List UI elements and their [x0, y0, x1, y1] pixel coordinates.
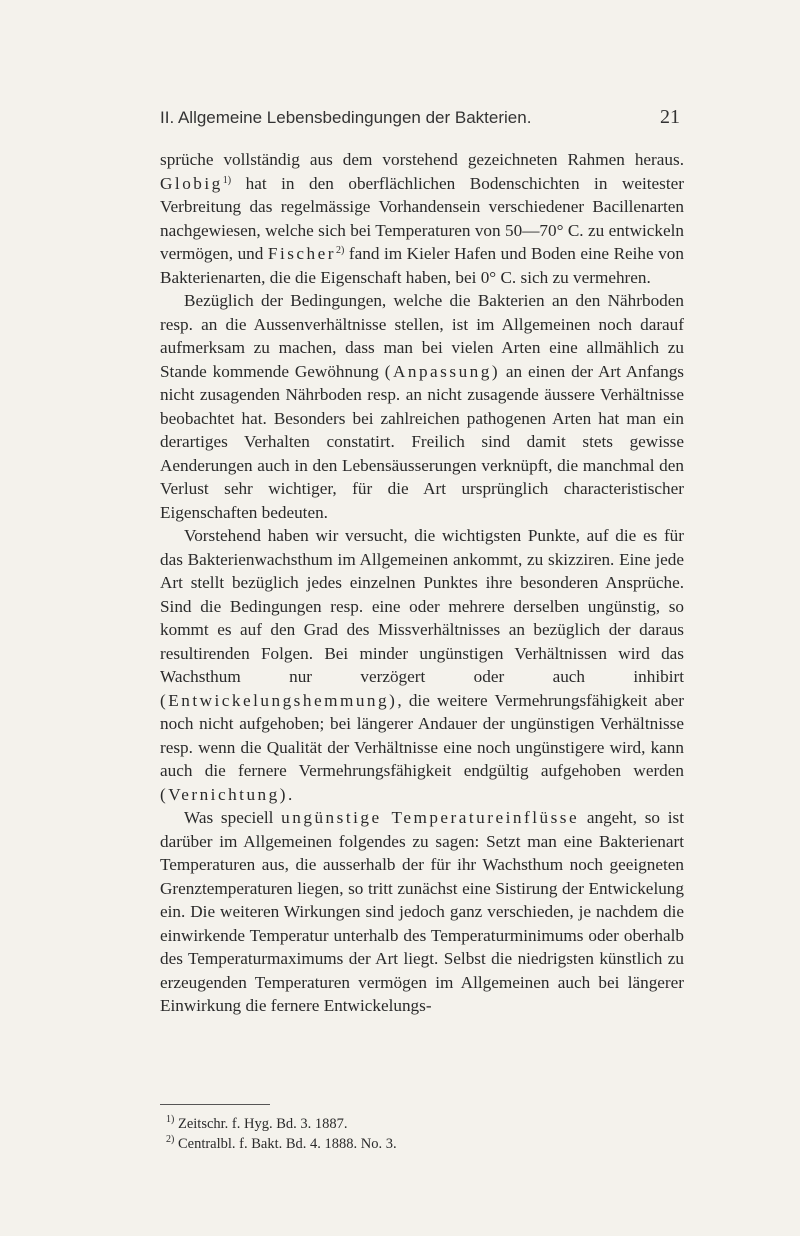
header-title: II. Allgemeine Lebensbedingungen der Bakterien. — [160, 108, 532, 127]
footnote: $^{2)}$ Centralbl. f. Bakt. Bd. 4. 1888. No. 3. — [166, 1134, 397, 1152]
paragraph-2: Bezüglich der Bedingungen, welche die Bakterien an den Nährboden resp. an die Aussenverhältnisse stellen, ist im Allgemeinen noch darauf aufmerksam zu machen, dass man bei vielen Arten eine allmählich zu Stande kommende Gewöhnung (Anpassung) an einen der Art Anfangs nicht zusagenden Nährboden resp. an nicht zusagende äussere Verhältnisse beobachtet hat. Besonders bei zahlreichen pathogenen Arten hat man ein derartiges Verhalten constatirt. Freilich sind damit stets gewisse Aenderungen auch in den Lebensäusserungen verknüpft, die manchmal den Verlust sehr wichtiger, für die Art ursprünglich characteristischer Eigenschaften bedeuten. — [160, 291, 684, 522]
page-number: 21 — [660, 106, 680, 128]
paragraph-4: Was speciell ungünstige Temperatureinflüsse angeht, so ist darüber im Allgemeinen folgendes zu sagen: Setzt man eine Bakterienart Temperaturen aus, die ausserhalb der für ihr Wachsthum noch geeigneten Grenztemperaturen liegen, so tritt zunächst eine Sistirung der Entwickelung ein. Die weiteren Wirkungen sind jedoch ganz verschieden, je nachdem die einwirkende Temperatur unterhalb des Temperaturminimums oder oberhalb des Temperaturmaximums der Art liegt. Selbst die niedrigsten künstlich zu erzeugenden Temperaturen vermögen im Allgemeinen auch bei längerer Einwirkung die fernere Entwickelungs- — [160, 808, 684, 1015]
footnote-ref: 1) — [222, 174, 232, 186]
emphasis-term: (Anpassung) — [384, 361, 501, 381]
footnote: $^{1)}$ Zeitschr. f. Hyg. Bd. 3. 1887. — [166, 1114, 348, 1132]
author-name: Globig — [160, 173, 223, 193]
emphasis-term: (Entwickelungshemmung) — [160, 690, 398, 710]
main-text — [160, 148, 684, 1018]
footnote-ref: 2) — [336, 245, 345, 256]
footnote-divider — [160, 1104, 270, 1105]
running-header — [160, 108, 680, 132]
emphasis-term: (Vernichtung) — [160, 784, 288, 804]
author-name: Fischer — [267, 244, 336, 263]
paragraph-1: sprüche vollständig aus dem vorstehend gezeichneten Rahmen heraus. Globig$^{1)}$ hat in den oberflächlichen Bodenschichten in weitester Verbreitung das regelmässige Vorhandensein verschiedener Bacillenarten nachgewiesen, welche sich bei Temperaturen von 50—70° C. zu entwickeln vermögen, und Fischer$^{2)}$ fand im Kieler Hafen und Boden eine Reihe von Bakterienarten, die die Eigenschaft haben, bei 0° C. sich zu vermehren. — [160, 150, 684, 287]
footnotes — [160, 1114, 680, 1154]
paragraph-3: Vorstehend haben wir versucht, die wichtigsten Punkte, auf die es für das Bakterienwachsthum im Allgemeinen ankommt, zu skizziren. Eine jede Art stellt bezüglich jedes einzelnen Punktes ihre besonderen Ansprüche. Sind die Bedingungen resp. eine oder mehrere derselben ungünstig, so kommt es auf den Grad des Missverhältnisses an bezüglich der daraus resultirenden Folgen. Bei minder ungünstigen Verhältnissen wird das Wachsthum nur verzögert oder auch inhibirt (Entwickelungshemmung), die weitere Vermehrungsfähigkeit aber noch nicht aufgehoben; bei längerer Andauer der ungünstigen Verhältnisse resp. wenn die Qualität der Verhältnisse eine noch ungünstigere wird, kann auch die fernere Vermehrungsfähigkeit endgültig aufgehoben werden (Vernichtung). — [160, 526, 684, 804]
emphasis-term: ungünstige Temperatureinflüsse — [281, 808, 580, 827]
